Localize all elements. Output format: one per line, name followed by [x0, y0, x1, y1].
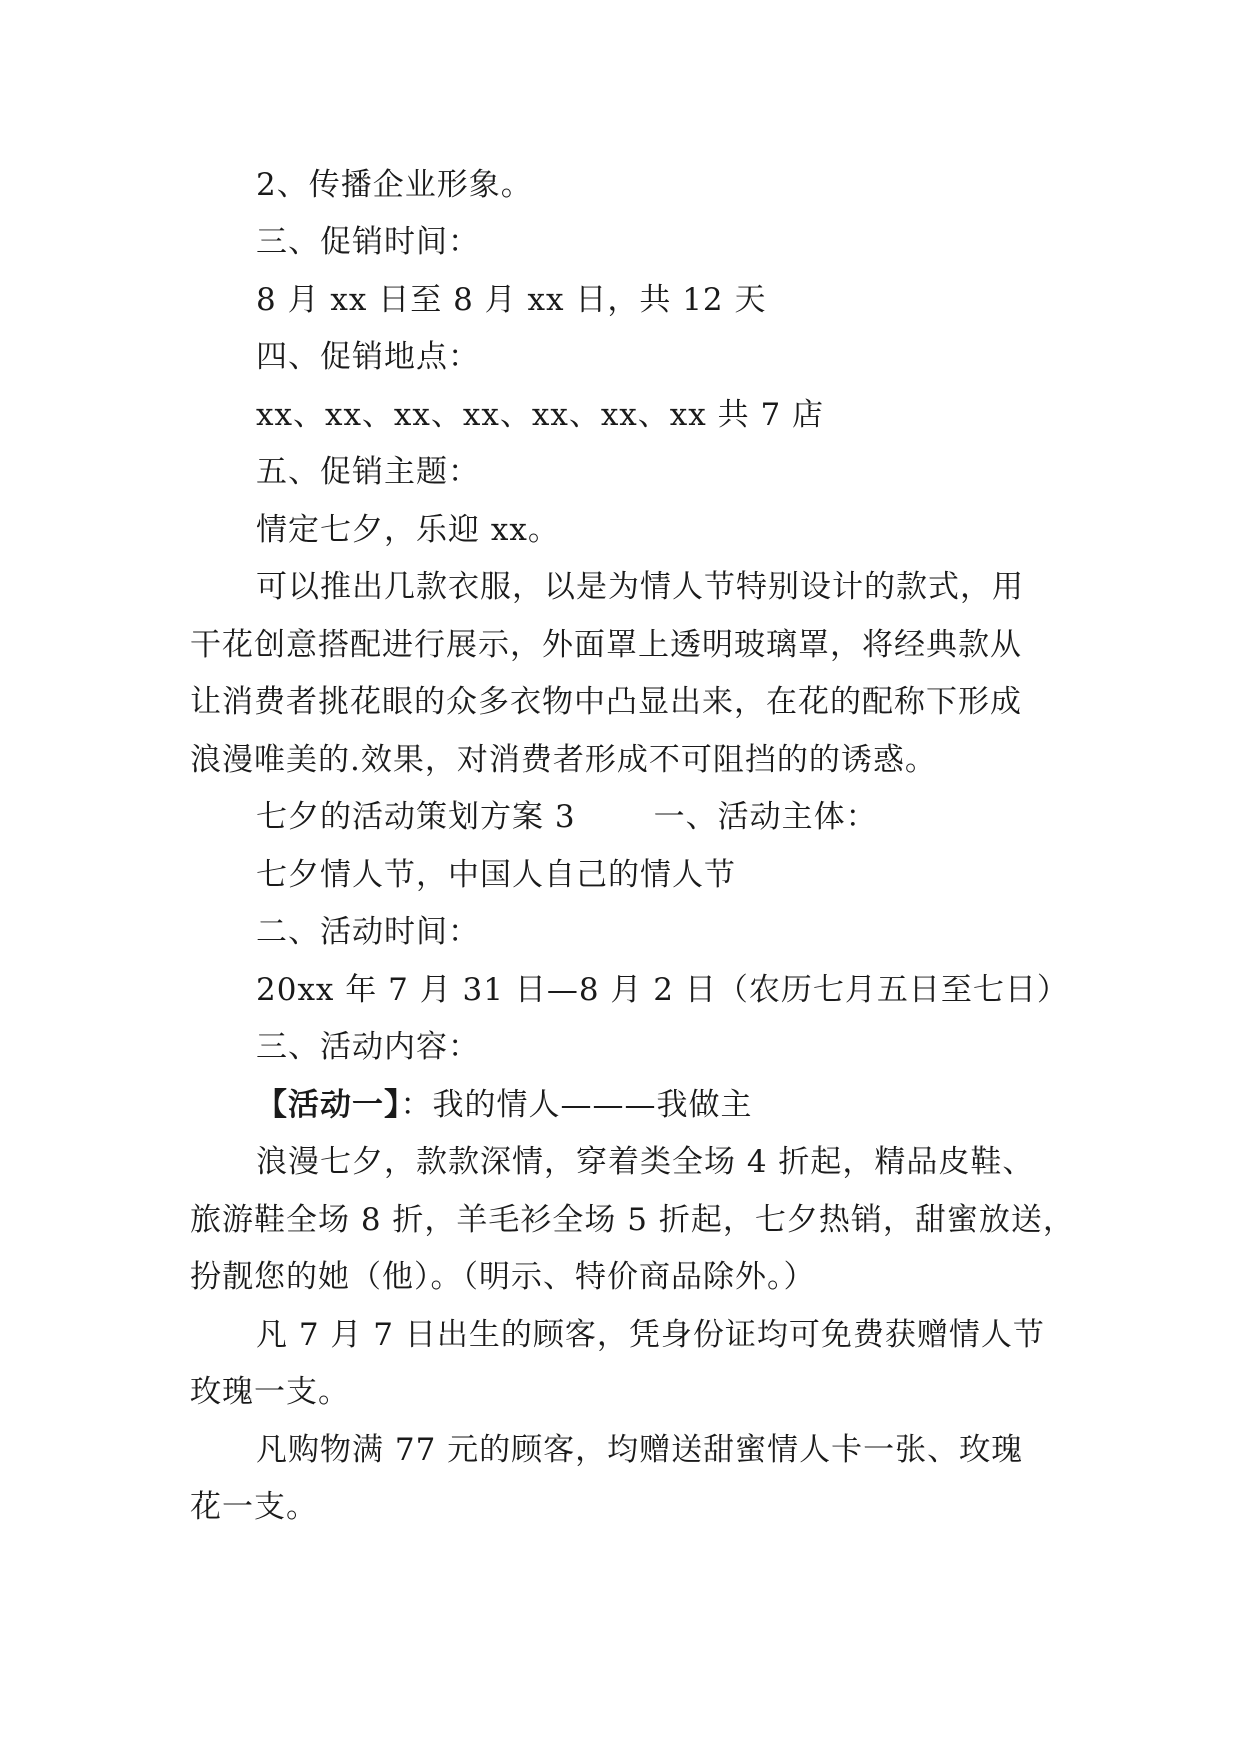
- paragraph-line: 凡购物满 77 元的顾客，均赠送甜蜜情人卡一张、玫瑰: [256, 1432, 1024, 1468]
- text-line: 情定七夕，乐迎 xx。: [256, 512, 560, 548]
- paragraph-line: 凡 7 月 7 日出生的顾客，凭身份证均可免费获赠情人节: [256, 1317, 1045, 1353]
- plan-title: 七夕的活动策划方案 3: [256, 799, 576, 835]
- paragraph-line: 扮靓您的她（他）。（明示、特价商品除外。）: [190, 1259, 816, 1295]
- section-heading: 四、促销地点：: [256, 339, 480, 375]
- text-line: 2、传播企业形象。: [256, 167, 533, 203]
- text-line: 8 月 xx 日至 8 月 xx 日，共 12 天: [256, 282, 767, 318]
- text-line: 20xx 年 7 月 31 日—8 月 2 日（农历七月五日至七日）: [256, 972, 1069, 1008]
- text-line: 七夕情人节，中国人自己的情人节: [256, 857, 736, 893]
- section-heading: 三、促销时间：: [256, 224, 480, 260]
- paragraph-line: 花一支。: [190, 1489, 318, 1525]
- section-heading: 五、促销主题：: [256, 454, 480, 490]
- section-heading: 三、活动内容：: [256, 1029, 480, 1065]
- activity-title: ：我的情人———我做主: [400, 1087, 753, 1123]
- section-heading: 二、活动时间：: [256, 914, 480, 950]
- text-line: xx、xx、xx、xx、xx、xx、xx 共 7 店: [256, 397, 825, 433]
- paragraph-line: 玫瑰一支。: [190, 1374, 350, 1410]
- paragraph-line: 浪漫唯美的.效果，对消费者形成不可阻挡的的诱惑。: [190, 742, 937, 778]
- paragraph-line: 让消费者挑花眼的众多衣物中凸显出来，在花的配称下形成: [190, 684, 1022, 720]
- paragraph-line: 旅游鞋全场 8 折，羊毛衫全场 5 折起，七夕热销，甜蜜放送，: [190, 1202, 1075, 1238]
- section-heading: 一、活动主体：: [653, 799, 878, 835]
- paragraph-line: 浪漫七夕，款款深情，穿着类全场 4 折起，精品皮鞋、: [256, 1144, 1035, 1180]
- activity-label: 【活动一】: [256, 1087, 401, 1123]
- paragraph-line: 干花创意搭配进行展示，外面罩上透明玻璃罩，将经典款从: [190, 627, 1022, 663]
- paragraph-line: 可以推出几款衣服，以是为情人节特别设计的款式，用: [256, 569, 1024, 605]
- activity-title-line: [256, 1085, 753, 1125]
- plan-title-line: [256, 797, 878, 837]
